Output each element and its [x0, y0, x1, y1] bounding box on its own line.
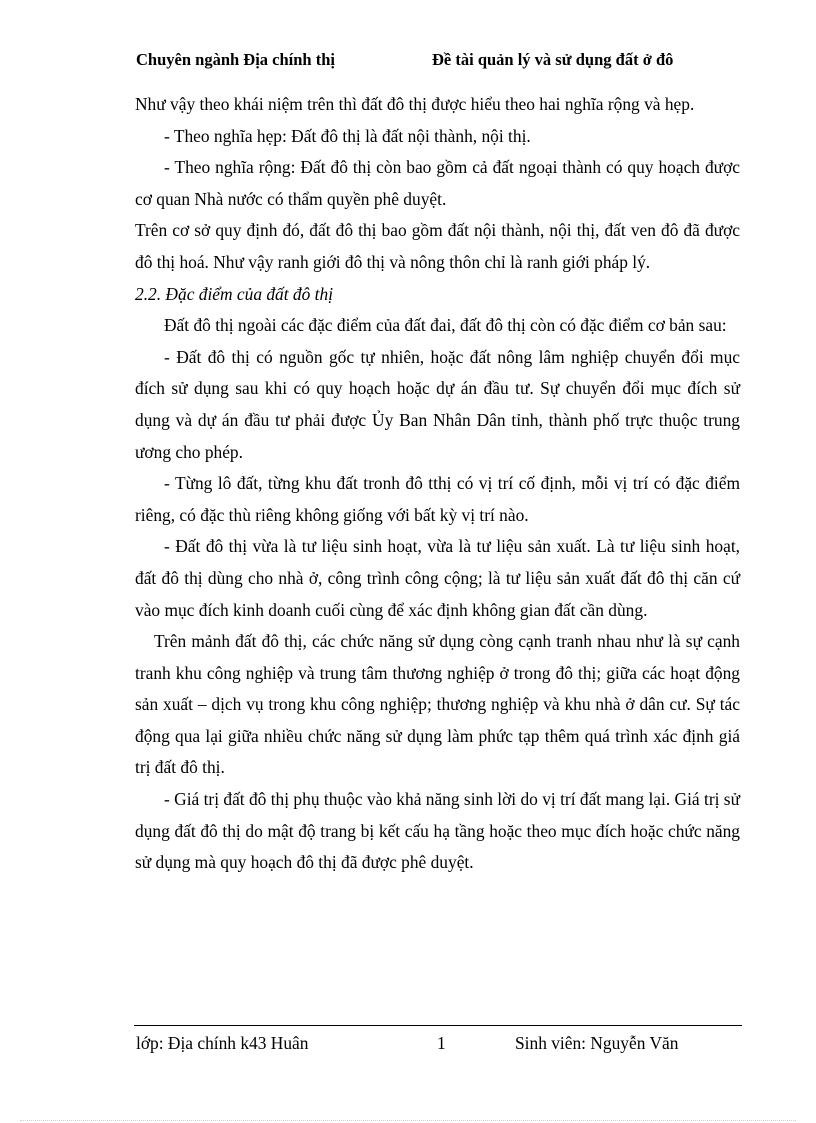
- footer-student: Sinh viên: Nguyễn Văn: [515, 1033, 679, 1053]
- paragraph: Như vậy theo khái niệm trên thì đất đô thị được hiểu theo hai nghĩa rộng và hẹp.: [135, 94, 695, 114]
- paragraph: - Giá trị đất đô thị phụ thuộc vào khả năng sinh lời do vị trí đất mang lại. Giá trị sử dụng đất đô thị do mật độ trang bị kết cấu hạ tầng hoặc theo mục đích hoặc chức năng sử dụng mà quy hoạch đô thị đã được phê duyệt.: [135, 789, 740, 873]
- footer-divider: [134, 1025, 742, 1026]
- paragraph: - Theo nghĩa hẹp: Đất đô thị là đất nội thành, nội thị.: [164, 125, 531, 146]
- page-edge-divider: [20, 1120, 796, 1121]
- paragraph: - Theo nghĩa rộng: Đất đô thị còn bao gồm cả đất ngoại thành có quy hoạch được cơ quan Nhà nước có thẩm quyền phê duyệt.: [135, 157, 740, 209]
- paragraph: Trên cơ sở quy định đó, đất đô thị bao gồm đất nội thành, nội thị, đất ven đô đã được đô thị hoá. Như vậy ranh giới đô thị và nông thôn chỉ là ranh giới pháp lý.: [135, 220, 740, 272]
- paragraph: Trên mảnh đất đô thị, các chức năng sử dụng còng cạnh tranh nhau như là sự cạnh tranh khu công nghiệp và trung tâm thương nghiệp ở trong đô thị; giữa các hoạt động sản xuất – dịch vụ trong khu công nghiệp; thương nghiệp và khu nhà ở dân cư. Sự tác động qua lại giữa nhiều chức năng sử dụng làm phức tạp thêm quá trình xác định giá trị đất đô thị.: [135, 631, 740, 778]
- header-right: Đề tài quản lý và sử dụng đất ở đô: [432, 50, 674, 69]
- header-left: Chuyên ngành Địa chính thị: [136, 50, 335, 69]
- document-body: [135, 89, 740, 879]
- page-number: 1: [437, 1033, 446, 1053]
- paragraph: - Đất đô thị có nguồn gốc tự nhiên, hoặc đất nông lâm nghiệp chuyển đổi mục đích sử dụng sau khi có quy hoạch hoặc dự án đầu tư. Sự chuyển đổi mục đích sử dụng và dự án đầu tư phải được Ủy Ban Nhân Dân tỉnh, thành phố trực thuộc trung ương cho phép.: [135, 346, 740, 462]
- paragraph: - Từng lô đất, từng khu đất tronh đô tthị có vị trí cố định, mỗi vị trí có đặc điểm riêng, có đặc thù riêng không giống với bất kỳ vị trí nào.: [135, 473, 740, 525]
- footer-class: lớp: Địa chính k43 Huân: [136, 1033, 309, 1053]
- section-heading: 2.2. Đặc điểm của đất đô thị: [135, 283, 334, 304]
- paragraph: - Đất đô thị vừa là tư liệu sinh hoạt, vừa là tư liệu sản xuất. Là tư liệu sinh hoạt, đất đô thị dùng cho nhà ở, công trình công cộng; là tư liệu sản xuất đất đô thị căn cứ vào mục đích kinh doanh cuối cùng để xác định không gian đất cần dùng.: [135, 536, 740, 620]
- paragraph: Đất đô thị ngoài các đặc điểm của đất đai, đất đô thị còn có đặc điểm cơ bản sau:: [164, 315, 727, 336]
